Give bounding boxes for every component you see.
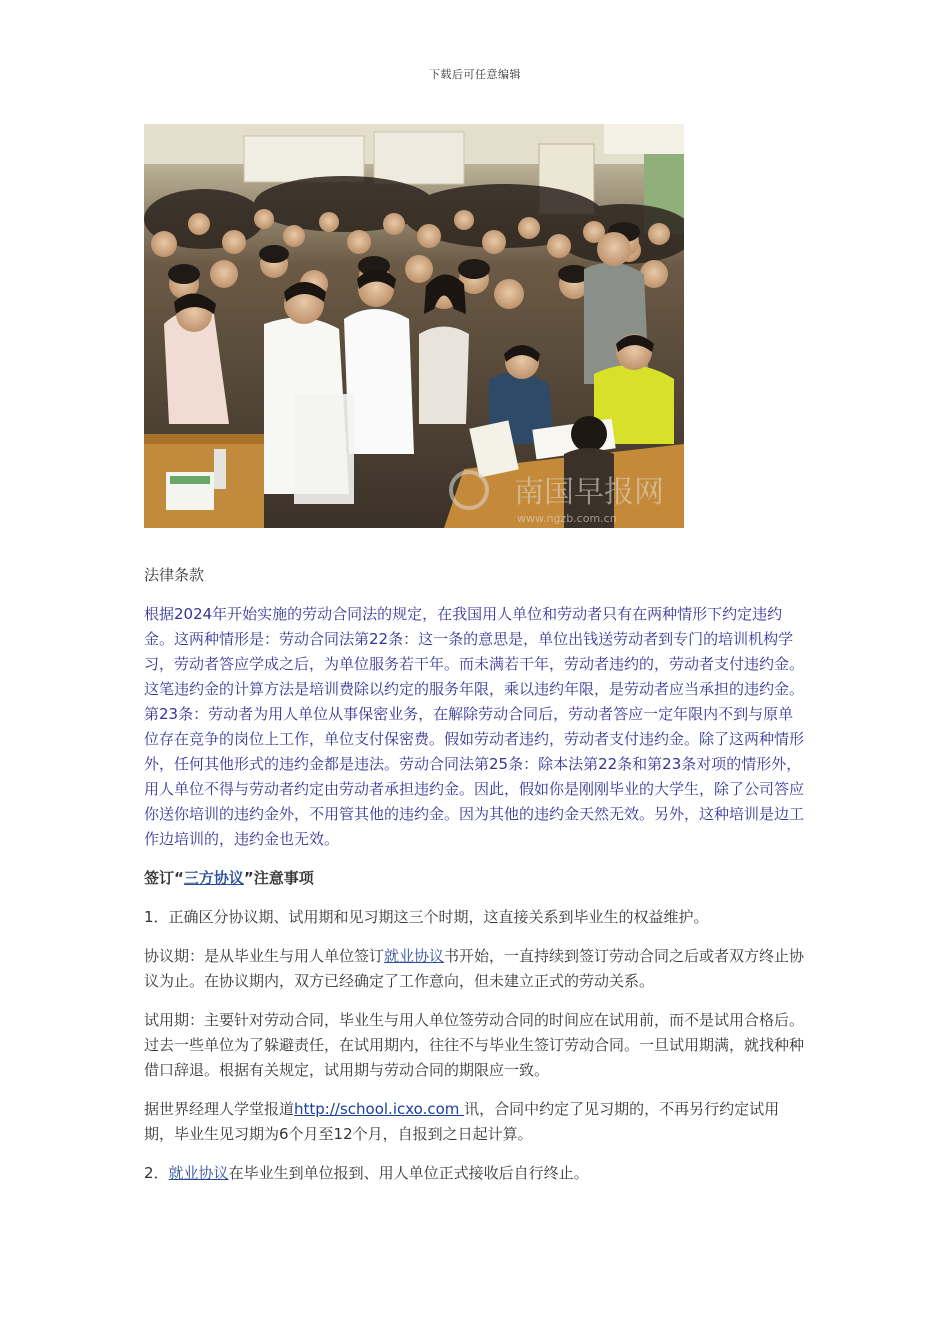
agreement-suffix: 书开始，一直持续到签订劳动合同之后或者双方终止协议为止。在协议期内，双方已经确定了工作意向，但未建立正式的劳动关系。 (144, 947, 805, 990)
job-fair-photo (144, 124, 684, 528)
watermark-url: www.ngzb.com.cn (517, 512, 617, 525)
agreement-prefix: 协议期：是从毕业生与用人单位签订 (144, 947, 385, 965)
agreement-period-paragraph (144, 944, 806, 994)
report-prefix: 据世界经理人学堂报道 (144, 1100, 295, 1118)
report-suffix: 讯，合同中约定了见习期的，不再另行约定试用期，毕业生见习期为6个月至12个月，自报到之日起计算。 (144, 1100, 780, 1143)
legal-terms-paragraph: 根据2024年开始实施的劳动合同法的规定，在我国用人单位和劳动者只有在两种情形下约定违约金。这两种情形是：劳动合同法第22条：这一条的意思是，单位出钱送劳动者到专门的培训机构学习，劳动者答应学成之后，为单位服务若干年。而未满若干年，劳动者违约的，劳动者支付违约金。这笔违约金的计算方法是培训费除以约定的服务年限，乘以违约年限，是劳动者应当承担的违约金。第23条：劳动者为用人单位从事保密业务，在解除劳动合同后，劳动者答应一定年限内不到与原单位存在竞争的岗位上工作，单位支付保密费。假如劳动者违约，劳动者支付违约金。除了这两种情形外，任何其他形式的违约金都是违法。劳动合同法第25条：除本法第22条和第23条对项的情形外，用人单位不得与劳动者约定由劳动者承担违约金。因此，假如你是刚刚毕业的大学生，除了公司答应你送你培训的违约金外，不用管其他的违约金。因为其他的违约金天然无效。另外，这种培训是边工作边培训的，违约金也无效。 (144, 605, 805, 848)
report-paragraph (144, 1097, 806, 1147)
item2-suffix: 在毕业生到单位报到、用人单位正式接收后自行终止。 (228, 1164, 589, 1182)
list-item-2 (144, 1161, 806, 1186)
watermark-text: 南国早报网 (514, 475, 664, 510)
employment-agreement-link[interactable]: 就业协议 (384, 947, 445, 965)
tripartite-agreement-link[interactable]: 三方协议 (183, 869, 244, 887)
school-icxo-link[interactable]: http://school.icxo.com (294, 1100, 465, 1118)
trial-period-paragraph: 试用期：主要针对劳动合同，毕业生与用人单位签劳动合同的时间应在试用前，而不是试用合格后。过去一些单位为了躲避责任，在试用期内，往往不与毕业生签订劳动合同。一旦试用期满，就找种种借口辞退。根据有关规定，试用期与劳动合同的期限应一致。 (144, 1011, 805, 1079)
section-heading-legal-terms: 法律条款 (144, 566, 205, 584)
page-header: 下载后可任意编辑 (429, 68, 521, 81)
employment-agreement-link-2[interactable]: 就业协议 (168, 1164, 229, 1182)
heading-prefix: 签订“ (144, 869, 184, 887)
heading-suffix: ”注意事项 (243, 869, 314, 887)
list-item-1: 1．正确区分协议期、试用期和见习期这三个时期，这直接关系到毕业生的权益维护。 (144, 908, 709, 926)
article-body (144, 563, 806, 1186)
section-heading-tripartite (144, 866, 806, 891)
item2-prefix: 2． (144, 1164, 169, 1182)
